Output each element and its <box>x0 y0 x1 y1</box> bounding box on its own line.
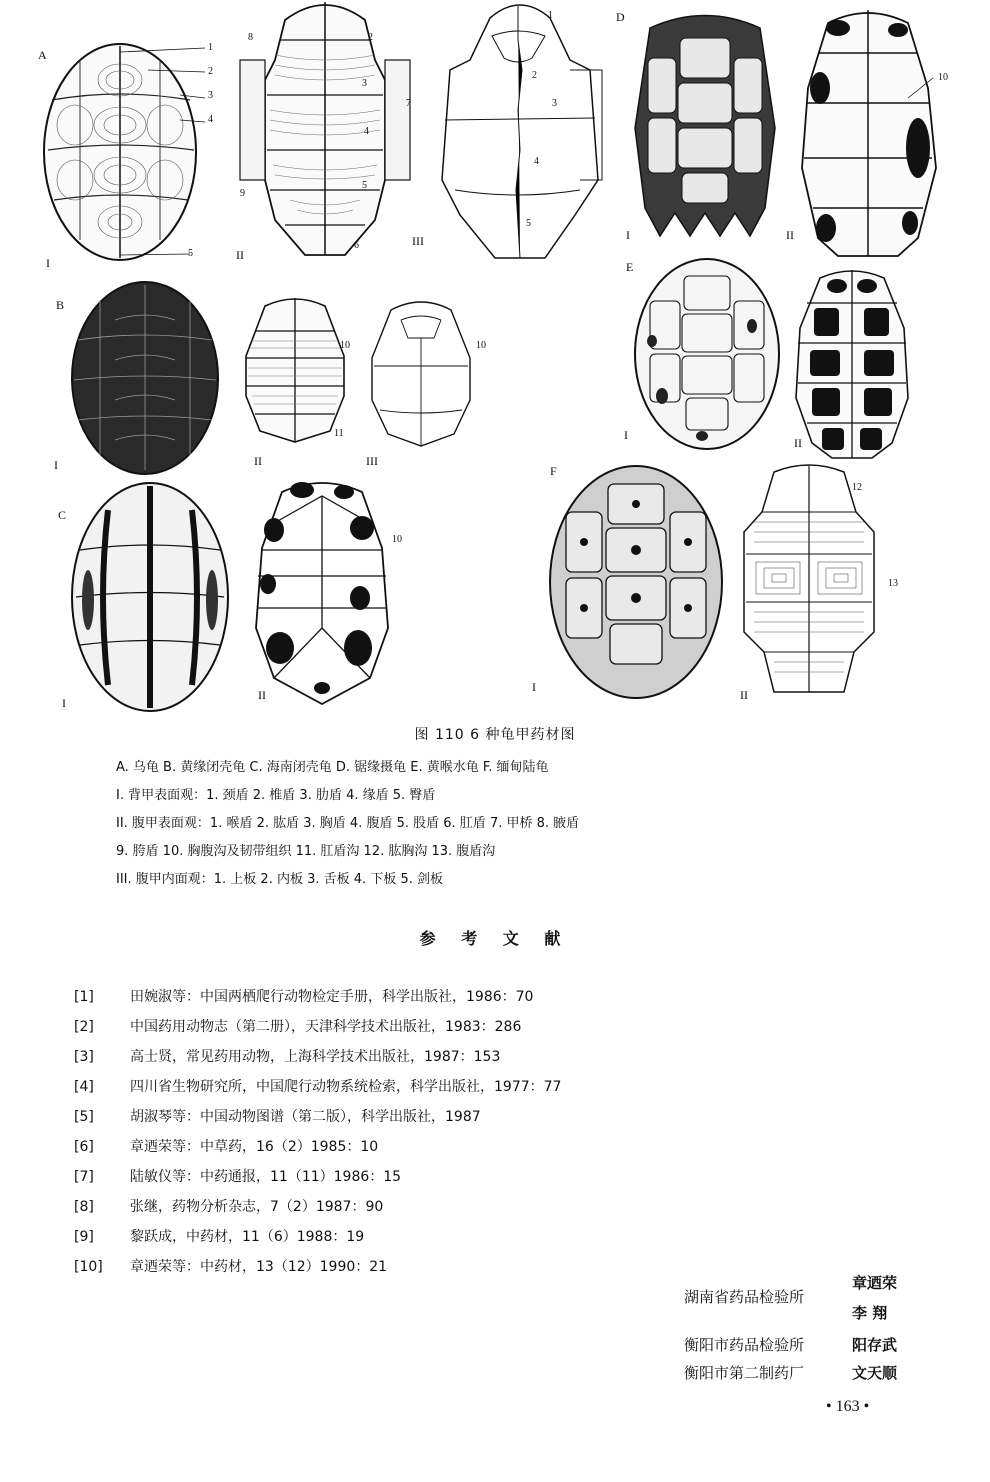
reference-item: [8] 张继，药物分析杂志，7（2）1987：90 <box>74 1199 384 1215</box>
callout-a2-9: 9 <box>240 188 245 199</box>
callout-a3-3: 3 <box>552 98 557 109</box>
plastron-d-ventral <box>798 8 938 258</box>
plastron-c-ventral <box>252 478 392 708</box>
callout-a2-5: 5 <box>362 180 367 191</box>
callout-a1-4: 4 <box>208 114 213 125</box>
callout-a3-2: 2 <box>532 70 537 81</box>
callout-a2-3: 3 <box>362 78 367 89</box>
callout-f2-13: 13 <box>888 578 898 589</box>
author-name: 阳存武 <box>852 1336 898 1354</box>
figure-caption-title: 图 110 6 种龟甲药材图 <box>414 727 576 743</box>
callout-a1-5: 5 <box>188 248 193 259</box>
reference-item: [5] 胡淑琴等：中国动物图谱（第二版），科学出版社，1987 <box>74 1109 481 1125</box>
affiliation: 衡阳市药品检验所 <box>684 1336 805 1354</box>
callout-a1-3: 3 <box>208 90 213 101</box>
view-mark-b-3: III <box>366 454 378 468</box>
plastron-a-inner <box>430 0 610 262</box>
references-heading: 参 考 文 献 <box>419 929 571 948</box>
page-number: • 163 • <box>826 1398 870 1415</box>
callout-b2-11: 11 <box>334 428 344 439</box>
callout-d2-10: 10 <box>938 72 948 83</box>
view-mark-e-2: II <box>794 436 802 450</box>
author-name: 章迺荣 <box>852 1274 898 1292</box>
view-mark-a-1: I <box>46 256 50 270</box>
panel-letter-a: A <box>38 48 47 62</box>
view-mark-b-1: I <box>54 458 58 472</box>
plastron-b-ventral <box>240 296 350 444</box>
callout-a3-1: 1 <box>548 10 553 21</box>
callout-a2-7: 7 <box>406 98 411 109</box>
callout-c2-10: 10 <box>392 534 402 545</box>
legend-plastron-inner: III. 腹甲内面观：1. 上板 2. 内板 3. 舌板 4. 下板 5. 剑板 <box>116 872 443 887</box>
legend-plastron-surface: II. 腹甲表面观：1. 喉盾 2. 肱盾 3. 胸盾 4. 腹盾 5. 股盾 6. 肛盾 7. 甲桥 8. 腋盾 <box>116 816 580 831</box>
callout-a3-4: 4 <box>534 156 539 167</box>
view-mark-a-2: II <box>236 248 244 262</box>
legend-species: A. 乌龟 B. 黄缘闭壳龟 C. 海南闭壳龟 D. 锯缘摄龟 E. 黄喉水龟 F. 缅甸陆龟 <box>116 760 549 775</box>
carapace-b-dorsal <box>70 280 220 476</box>
carapace-f-dorsal <box>546 462 726 702</box>
reference-item: [3] 高士贤，常见药用动物，上海科学技术出版社，1987：153 <box>74 1049 501 1065</box>
legend-plastron-surface-cont: 9. 胯盾 10. 胸腹沟及韧带组织 11. 肛盾沟 12. 肱胸沟 13. 腹盾沟 <box>116 844 496 859</box>
panel-letter-b: B <box>56 298 65 312</box>
view-mark-f-1: I <box>532 680 536 694</box>
panel-letter-e: E <box>626 260 634 274</box>
panel-letter-d: D <box>616 10 625 24</box>
reference-item: [6] 章迺荣等：中草药，16（2）1985：10 <box>74 1139 379 1155</box>
callout-a2-4: 4 <box>364 126 369 137</box>
plastron-f-ventral <box>734 462 884 702</box>
reference-item: [10] 章迺荣等：中药材，13（12）1990：21 <box>74 1259 388 1275</box>
reference-item: [1] 田婉淑等：中国两栖爬行动物检定手册，科学出版社，1986：70 <box>74 989 534 1005</box>
callout-b3-10: 10 <box>476 340 486 351</box>
callout-a1-1: 1 <box>208 42 213 53</box>
panel-letter-c: C <box>58 508 67 522</box>
carapace-d-dorsal <box>630 8 780 240</box>
carapace-e-dorsal <box>632 256 782 452</box>
author-name: 文天顺 <box>852 1364 898 1382</box>
plastron-e-ventral <box>792 268 912 460</box>
view-mark-c-2: II <box>258 688 266 702</box>
carapace-a-dorsal <box>40 40 210 265</box>
view-mark-f-2: II <box>740 688 748 702</box>
panel-letter-f: F <box>550 464 557 478</box>
callout-a2-6: 6 <box>354 240 359 251</box>
callout-b2-10: 10 <box>340 340 350 351</box>
view-mark-b-2: II <box>254 454 262 468</box>
reference-item: [9] 黎跃成，中药材，11（6）1988：19 <box>74 1229 365 1245</box>
callout-a2-8: 8 <box>248 32 253 43</box>
reference-item: [4] 四川省生物研究所，中国爬行动物系统检索，科学出版社，1977：77 <box>74 1079 562 1095</box>
carapace-c-dorsal <box>70 480 230 715</box>
view-mark-a-3: III <box>412 234 424 248</box>
reference-item: [7] 陆敏仪等：中药通报，11（11）1986：15 <box>74 1169 402 1185</box>
plastron-a-ventral <box>235 0 415 262</box>
plastron-b-inner <box>366 298 476 448</box>
reference-item: [2] 中国药用动物志（第二册），天津科学技术出版社，1983：286 <box>74 1019 522 1035</box>
affiliation: 湖南省药品检验所 <box>684 1288 805 1306</box>
callout-a2-2: 2 <box>368 32 373 43</box>
view-mark-e-1: I <box>624 428 628 442</box>
affiliation: 衡阳市第二制药厂 <box>684 1364 805 1382</box>
callout-f2-12: 12 <box>852 482 862 493</box>
callout-a3-5: 5 <box>526 218 531 229</box>
view-mark-d-1: I <box>626 228 630 242</box>
view-mark-d-2: II <box>786 228 794 242</box>
author-name: 李 翔 <box>852 1304 888 1322</box>
legend-carapace: I. 背甲表面观：1. 颈盾 2. 椎盾 3. 肋盾 4. 缘盾 5. 臀盾 <box>116 788 436 803</box>
view-mark-c-1: I <box>62 696 66 710</box>
callout-a1-2: 2 <box>208 66 213 77</box>
